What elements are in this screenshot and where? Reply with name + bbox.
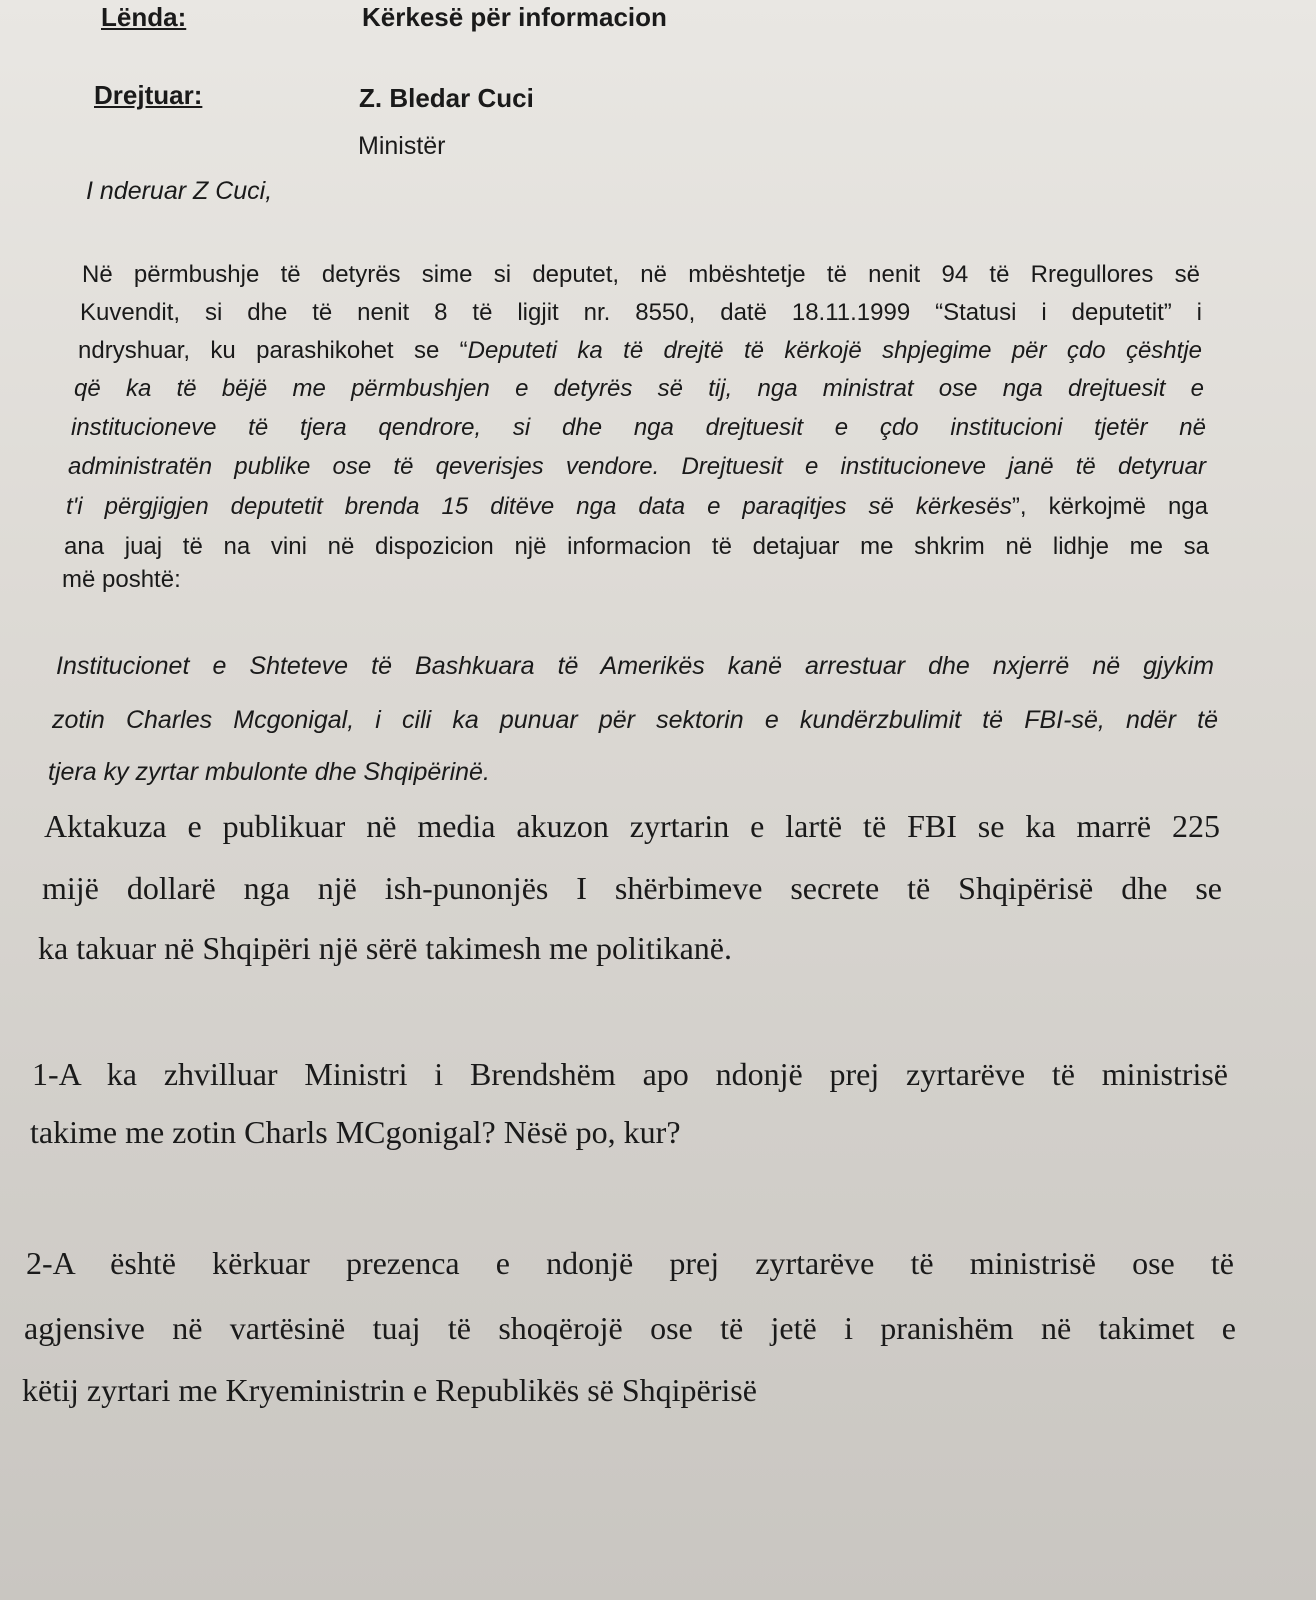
question-1-line: 1-A ka zhvilluar Ministri i Brendshëm apo ndonjë prej zyrtarëve të ministrisë: [32, 1056, 1228, 1092]
intro-line: më poshtë:: [62, 566, 181, 593]
recipient-name: Z. Bledar Cuci: [359, 83, 534, 113]
quote-line: që ka të bëjë me përmbushjen e detyrës së tij, nga ministrat ose nga drejtuesit e: [74, 375, 1204, 402]
indictment-line: Aktakuza e publikuar në media akuzon zyrtarin e lartë të FBI se ka marrë 225: [44, 808, 1220, 844]
recipient-title: Ministër: [358, 132, 446, 160]
question-2-line: 2-A është kërkuar prezenca e ndonjë prej zyrtarëve të ministrisë ose të: [26, 1245, 1234, 1281]
context-line: Institucionet e Shteteve të Bashkuara të Amerikës kanë arrestuar dhe nxjerrë në gjykim: [56, 652, 1214, 680]
question-2-line: këtij zyrtari me Kryeministrin e Republikës së Shqipërisë: [22, 1372, 757, 1408]
indictment-line: mijë dollarë nga një ish-punonjës I shërbimeve secrete të Shqipërisë dhe se: [42, 870, 1222, 906]
subject-label: Lënda:: [101, 2, 187, 32]
subject-value: Kërkesë për informacion: [362, 2, 667, 32]
context-line: zotin Charles Mcgonigal, i cili ka punuar për sektorin e kundërzbulimit të FBI-së, ndër të: [52, 706, 1218, 734]
quote-line: administratën publike ose të qeverisjes vendore. Drejtuesit e institucioneve janë të detyruar: [68, 453, 1206, 480]
question-1-line: takime me zotin Charls MCgonigal? Nësë po, kur?: [30, 1114, 681, 1150]
quote-line: institucioneve të tjera qendrore, si dhe nga drejtuesit e çdo institucioni tjetër në: [71, 414, 1206, 441]
quote-start: Deputeti ka të drejtë të kërkojë shpjegime për çdo çështje: [467, 337, 1202, 364]
intro-line-normal: ndryshuar, ku parashikohet se “: [78, 337, 468, 364]
context-line: tjera ky zyrtar mbulonte dhe Shqipërinë.: [48, 758, 490, 786]
intro-line: Në përmbushje të detyrës sime si deputet, në mbështetje të nenit 94 të Rregullores së: [82, 261, 1200, 288]
quote-end: t'i përgjigjen deputetit brenda 15 ditëve nga data e paraqitjes së kërkesës: [66, 493, 1012, 520]
recipient-label: Drejtuar:: [94, 80, 203, 110]
indictment-line: ka takuar në Shqipëri një sërë takimesh me politikanë.: [38, 930, 732, 966]
salutation: I nderuar Z Cuci,: [86, 177, 273, 205]
intro-line: Kuvendit, si dhe të nenit 8 të ligjit nr. 8550, datë 18.11.1999 “Statusi i deputetit” i: [80, 299, 1202, 326]
intro-line: ana juaj të na vini në dispozicion një informacion të detajuar me shkrim në lidhje me sa: [64, 533, 1209, 560]
quote-end-normal: ”, kërkojmë nga: [1011, 493, 1208, 520]
question-2-line: agjensive në vartësinë tuaj të shoqërojë ose të jetë i pranishëm në takimet e: [24, 1310, 1236, 1346]
